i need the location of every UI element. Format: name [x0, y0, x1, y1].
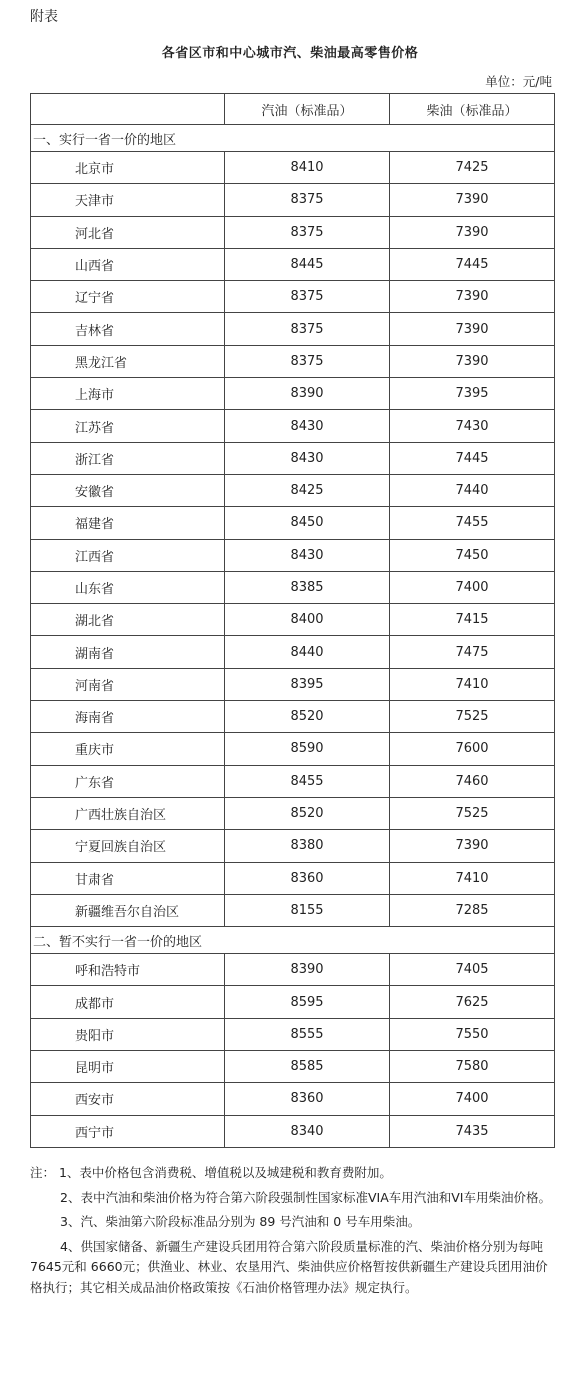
- diesel-price-cell: 7440: [390, 474, 555, 506]
- table-row: [31, 894, 555, 926]
- table-row: [31, 765, 555, 797]
- gasoline-price-cell: 8425: [225, 474, 390, 506]
- table-row: [31, 1115, 555, 1147]
- region-cell: 新疆维吾尔自治区: [31, 894, 225, 926]
- gasoline-price-cell: 8385: [225, 571, 390, 603]
- diesel-price-cell: 7525: [390, 701, 555, 733]
- table-row: [31, 954, 555, 986]
- table-row: [31, 216, 555, 248]
- diesel-price-cell: 7285: [390, 894, 555, 926]
- table-row: [31, 539, 555, 571]
- table-row: [31, 797, 555, 829]
- gasoline-price-cell: 8375: [225, 184, 390, 216]
- region-cell: 福建省: [31, 507, 225, 539]
- region-cell: 昆明市: [31, 1051, 225, 1083]
- region-cell: 辽宁省: [31, 281, 225, 313]
- table-row: [31, 152, 555, 184]
- gasoline-price-cell: 8395: [225, 668, 390, 700]
- diesel-price-cell: 7625: [390, 986, 555, 1018]
- table-row: [31, 281, 555, 313]
- gasoline-price-cell: 8375: [225, 345, 390, 377]
- price-table: [30, 93, 555, 1148]
- table-row: [31, 701, 555, 733]
- table-row: [31, 442, 555, 474]
- region-cell: 江苏省: [31, 410, 225, 442]
- gasoline-price-cell: 8390: [225, 378, 390, 410]
- column-header: 汽油（标准品）: [225, 94, 390, 125]
- diesel-price-cell: 7400: [390, 571, 555, 603]
- gasoline-price-cell: 8375: [225, 281, 390, 313]
- diesel-price-cell: 7435: [390, 1115, 555, 1147]
- region-cell: 海南省: [31, 701, 225, 733]
- diesel-price-cell: 7415: [390, 604, 555, 636]
- diesel-price-cell: 7410: [390, 668, 555, 700]
- table-row: [31, 668, 555, 700]
- region-cell: 天津市: [31, 184, 225, 216]
- region-cell: 呼和浩特市: [31, 954, 225, 986]
- section-heading: 二、暂不实行一省一价的地区: [31, 927, 555, 954]
- diesel-price-cell: 7580: [390, 1051, 555, 1083]
- diesel-price-cell: 7450: [390, 539, 555, 571]
- region-cell: 重庆市: [31, 733, 225, 765]
- note-item: 2、表中汽油和柴油价格为符合第六阶段强制性国家标准VIA车用汽油和VI车用柴油价格。: [60, 1189, 551, 1205]
- table-row: [31, 1051, 555, 1083]
- table-row: [31, 1083, 555, 1115]
- gasoline-price-cell: 8595: [225, 986, 390, 1018]
- table-row: [31, 1018, 555, 1050]
- table-row: [31, 474, 555, 506]
- region-cell: 西安市: [31, 1083, 225, 1115]
- gasoline-price-cell: 8380: [225, 830, 390, 862]
- table-row: [31, 636, 555, 668]
- diesel-price-cell: 7390: [390, 281, 555, 313]
- table-row: [31, 986, 555, 1018]
- region-cell: 江西省: [31, 539, 225, 571]
- diesel-price-cell: 7390: [390, 830, 555, 862]
- diesel-price-cell: 7400: [390, 1083, 555, 1115]
- gasoline-price-cell: 8375: [225, 216, 390, 248]
- note-item: 3、汽、柴油第六阶段标准品分别为 89 号汽油和 0 号车用柴油。: [60, 1214, 421, 1229]
- diesel-price-cell: 7425: [390, 152, 555, 184]
- diesel-price-cell: 7475: [390, 636, 555, 668]
- region-cell: 黑龙江省: [31, 345, 225, 377]
- notes-block: [30, 1163, 554, 1298]
- region-cell: 甘肃省: [31, 862, 225, 894]
- diesel-price-cell: 7410: [390, 862, 555, 894]
- gasoline-price-cell: 8440: [225, 636, 390, 668]
- appendix-label: 附表: [30, 9, 58, 25]
- gasoline-price-cell: 8340: [225, 1115, 390, 1147]
- region-cell: 河南省: [31, 668, 225, 700]
- diesel-price-cell: 7600: [390, 733, 555, 765]
- gasoline-price-cell: 8430: [225, 442, 390, 474]
- unit-label: 单位：元/吨: [485, 74, 552, 89]
- region-cell: 广西壮族自治区: [31, 797, 225, 829]
- diesel-price-cell: 7390: [390, 313, 555, 345]
- diesel-price-cell: 7550: [390, 1018, 555, 1050]
- gasoline-price-cell: 8450: [225, 507, 390, 539]
- column-header: [31, 94, 225, 125]
- region-cell: 山西省: [31, 248, 225, 280]
- diesel-price-cell: 7455: [390, 507, 555, 539]
- diesel-price-cell: 7390: [390, 345, 555, 377]
- region-cell: 广东省: [31, 765, 225, 797]
- section-heading-row: [31, 125, 555, 152]
- table-row: [31, 248, 555, 280]
- table-row: [31, 378, 555, 410]
- column-header: 柴油（标准品）: [390, 94, 555, 125]
- gasoline-price-cell: 8375: [225, 313, 390, 345]
- diesel-price-cell: 7430: [390, 410, 555, 442]
- gasoline-price-cell: 8430: [225, 539, 390, 571]
- region-cell: 吉林省: [31, 313, 225, 345]
- diesel-price-cell: 7445: [390, 248, 555, 280]
- table-row: [31, 410, 555, 442]
- gasoline-price-cell: 8520: [225, 701, 390, 733]
- gasoline-price-cell: 8455: [225, 765, 390, 797]
- gasoline-price-cell: 8520: [225, 797, 390, 829]
- diesel-price-cell: 7445: [390, 442, 555, 474]
- gasoline-price-cell: 8400: [225, 604, 390, 636]
- gasoline-price-cell: 8390: [225, 954, 390, 986]
- note-item: 4、供国家储备、新疆生产建设兵团用符合第六阶段质量标准的汽、柴油价格分别为每吨 7645元和 6660元；供渔业、林业、农垦用汽、柴油供应价格暂按供新疆生产建设兵团用油价格执行；其它相关成品油价格政策按《石油价格管理办法》规定执行。: [30, 1238, 548, 1295]
- table-row: [31, 507, 555, 539]
- table-row: [31, 733, 555, 765]
- section-heading: 一、实行一省一价的地区: [31, 125, 555, 152]
- diesel-price-cell: 7460: [390, 765, 555, 797]
- diesel-price-cell: 7390: [390, 184, 555, 216]
- table-row: [31, 184, 555, 216]
- region-cell: 浙江省: [31, 442, 225, 474]
- gasoline-price-cell: 8555: [225, 1018, 390, 1050]
- region-cell: 河北省: [31, 216, 225, 248]
- diesel-price-cell: 7395: [390, 378, 555, 410]
- table-header-row: [31, 94, 555, 125]
- section-heading-row: [31, 927, 555, 954]
- table-row: [31, 345, 555, 377]
- region-cell: 贵阳市: [31, 1018, 225, 1050]
- region-cell: 北京市: [31, 152, 225, 184]
- table-row: [31, 830, 555, 862]
- gasoline-price-cell: 8360: [225, 862, 390, 894]
- gasoline-price-cell: 8430: [225, 410, 390, 442]
- region-cell: 湖南省: [31, 636, 225, 668]
- gasoline-price-cell: 8585: [225, 1051, 390, 1083]
- region-cell: 湖北省: [31, 604, 225, 636]
- gasoline-price-cell: 8590: [225, 733, 390, 765]
- table-row: [31, 604, 555, 636]
- region-cell: 山东省: [31, 571, 225, 603]
- diesel-price-cell: 7390: [390, 216, 555, 248]
- region-cell: 宁夏回族自治区: [31, 830, 225, 862]
- gasoline-price-cell: 8410: [225, 152, 390, 184]
- page-title: 各省区市和中心城市汽、柴油最高零售价格: [161, 46, 419, 61]
- table-row: [31, 571, 555, 603]
- gasoline-price-cell: 8445: [225, 248, 390, 280]
- gasoline-price-cell: 8155: [225, 894, 390, 926]
- gasoline-price-cell: 8360: [225, 1083, 390, 1115]
- table-row: [31, 862, 555, 894]
- diesel-price-cell: 7525: [390, 797, 555, 829]
- region-cell: 西宁市: [31, 1115, 225, 1147]
- diesel-price-cell: 7405: [390, 954, 555, 986]
- region-cell: 安徽省: [31, 474, 225, 506]
- note-item: 注： 1、表中价格包含消费税、增值税以及城建税和教育费附加。: [30, 1165, 392, 1180]
- table-row: [31, 313, 555, 345]
- region-cell: 成都市: [31, 986, 225, 1018]
- region-cell: 上海市: [31, 378, 225, 410]
